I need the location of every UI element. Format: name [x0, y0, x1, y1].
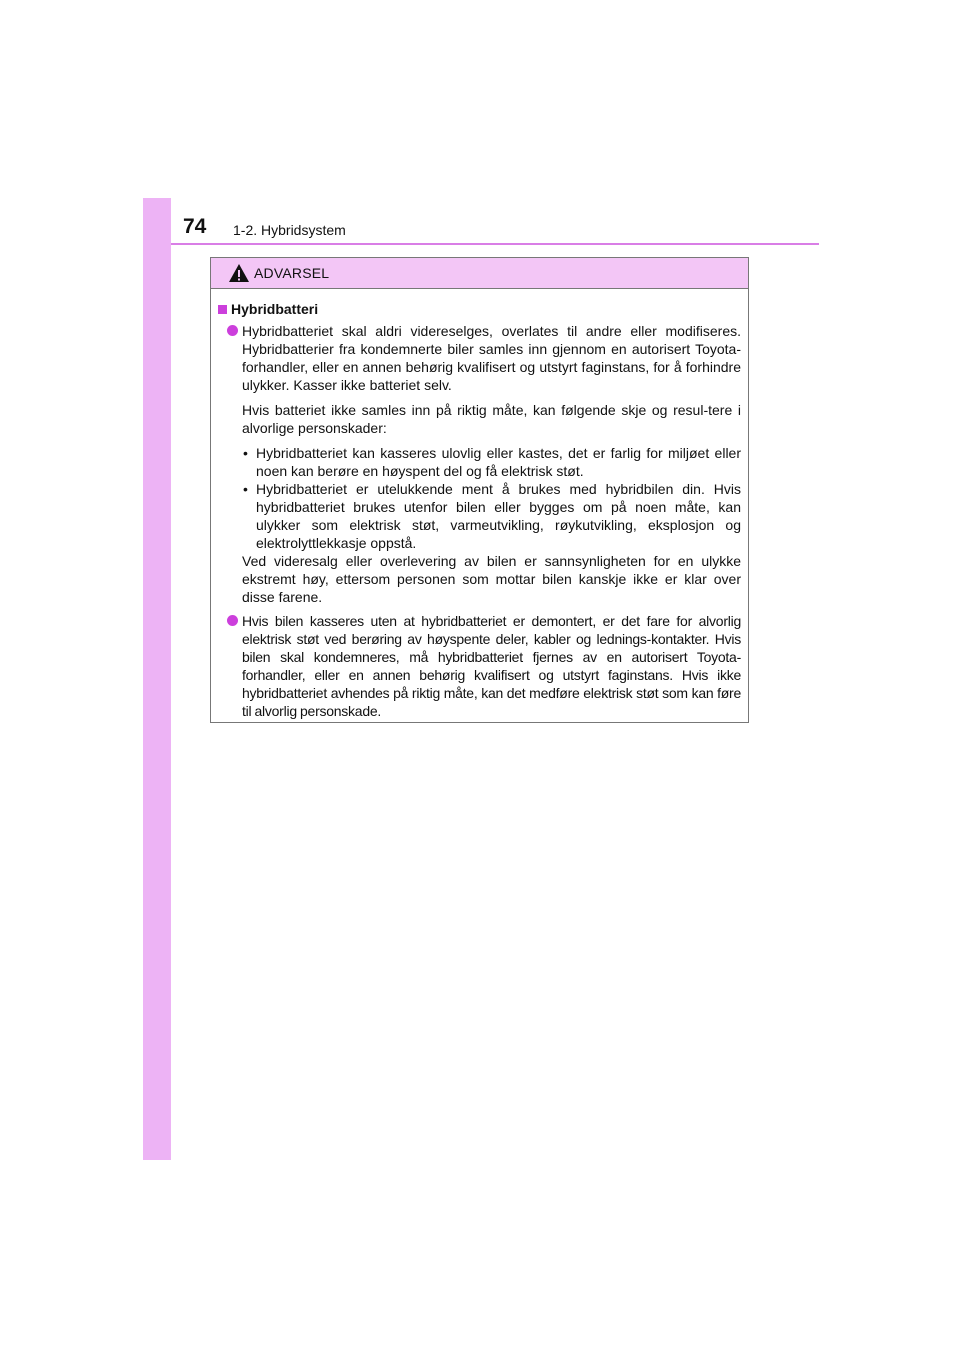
sub-bullet-icon: •: [243, 445, 248, 461]
item-1-sublist: [242, 444, 741, 552]
item-1-paragraph-1: Hybridbatteriet skal aldri videreselges, overlates til andre eller modifiseres. Hybridbatterier fra kondemnerte biler samles inn gjennom en autorisert Toyota-forhandler, eller en annen behørig kvalifisert og utstyrt faginstans, for å forhindre ulykker. Kasser ikke batteriet selv.: [242, 323, 741, 393]
warning-header: [211, 258, 748, 289]
page-number: 74: [183, 215, 207, 238]
sub-item-2: [242, 480, 741, 552]
circle-bullet-icon: [227, 615, 238, 626]
warning-heading: Hybridbatteri: [231, 301, 319, 317]
sub-item-2-text: Hybridbatteriet er utelukkende ment å brukes med hybridbilen din. Hvis hybridbatteriet brukes utenfor bilen eller bygges om på noen måte, kan ulykker som elektrisk støt, varmeutvikling, røykutvikling, eksplosjon og elektrolyttlekkasje oppstå.: [256, 481, 741, 551]
item-1-paragraph-2: Hvis batteriet ikke samles inn på riktig måte, kan følgende skje og resul-tere i alvorlige personskader:: [242, 402, 741, 436]
sub-bullet-icon: •: [243, 481, 248, 497]
warning-box: [210, 257, 749, 723]
warning-heading-row: [217, 300, 741, 318]
warning-label: ADVARSEL: [254, 265, 330, 281]
side-chapter-tab: [143, 198, 171, 1160]
sub-item-1-text: Hybridbatteriet kan kasseres ulovlig eller kastes, det er farlig for miljøet eller noen kan berøre en høyspent del og få elektrisk støt.: [256, 445, 741, 479]
warning-item-2: [217, 612, 741, 720]
item-2-paragraph-1: Hvis bilen kasseres uten at hybridbatteriet er demontert, er det fare for alvorlig elektrisk støt ved berøring av høyspente deler, kabler og lednings-kontakter. Hvis bilen skal kondemneres, må hybridbatteriet fjernes av en autorisert Toyota-forhandler, eller en annen behørig kvalifisert og utstyrt faginstans. Hvis ikke hybridbatteriet avhendes på riktig måte, kan det medføre elektrisk støt som kan føre til alvorlig personskade.: [242, 613, 741, 719]
warning-body: [211, 289, 748, 720]
item-1-closing: Ved videresalg eller overlevering av bilen er sannsynligheten for en ulykke ekstremt høy, ettersom personen som mottar bilen kanskje ikke er klar over disse farene.: [242, 553, 741, 605]
header-divider: [171, 243, 819, 245]
section-title: 1-2. Hybridsystem: [233, 222, 346, 238]
warning-item-1: [217, 322, 741, 606]
square-bullet-icon: [218, 305, 227, 314]
circle-bullet-icon: [227, 325, 238, 336]
sub-item-1: [242, 444, 741, 480]
warning-triangle-icon: [228, 263, 250, 283]
